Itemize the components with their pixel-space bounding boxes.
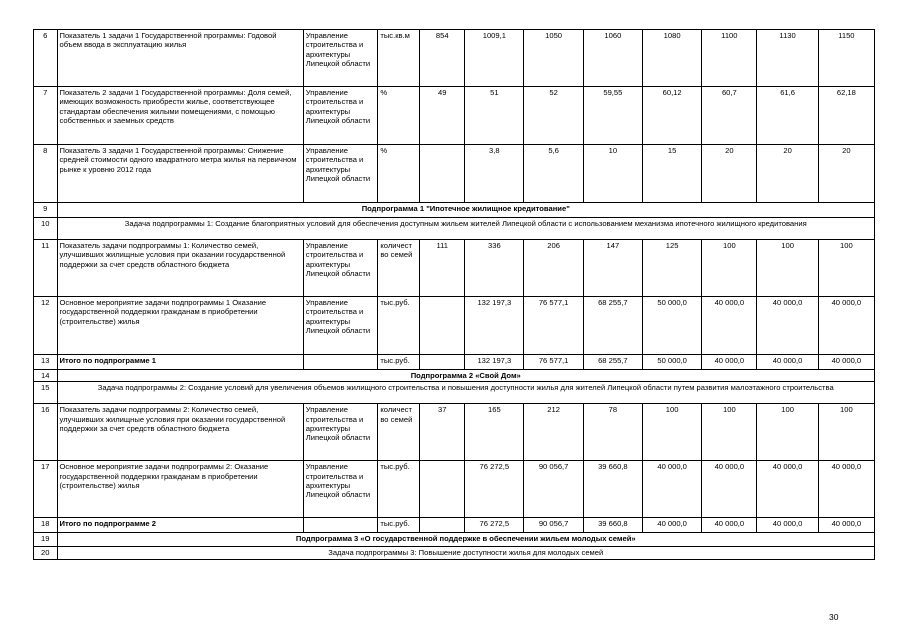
value-cell: 1060 bbox=[583, 30, 642, 87]
table-row bbox=[34, 355, 875, 370]
value-cell: 40 000,0 bbox=[702, 518, 757, 533]
indicator-name-cell: Итого по подпрограмме 2 bbox=[57, 518, 303, 533]
indicator-name-cell: Показатель задачи подпрограммы 1: Количество семей, улучшивших жилищные условия при оказании государственной поддержки за счет средств областного бюджета bbox=[57, 240, 303, 297]
row-number-cell: 11 bbox=[34, 240, 58, 297]
indicator-name-cell: Основное мероприятие задачи подпрограммы 2: Оказание государственной поддержки гражданам в приобретении (строительстве) жилья bbox=[57, 461, 303, 518]
value-cell: 76 272,5 bbox=[465, 461, 524, 518]
unit-cell: % bbox=[378, 145, 420, 203]
value-cell: 40 000,0 bbox=[643, 461, 702, 518]
value-cell: 76 577,1 bbox=[524, 297, 583, 355]
task-description-cell: Задача подпрограммы 2: Создание условий для увеличения объемов жилищного строительства и повышения доступности жилья для жителей Липецкой области путем развития малоэтажного строительства bbox=[57, 382, 875, 404]
subprogram-heading-cell: Подпрограмма 1 "Ипотечное жилищное кредитование" bbox=[57, 203, 875, 218]
row-number-cell: 14 bbox=[34, 370, 58, 382]
value-cell: 50 000,0 bbox=[643, 355, 702, 370]
value-cell: 39 660,8 bbox=[583, 518, 642, 533]
value-cell: 40 000,0 bbox=[643, 518, 702, 533]
subprogram-heading-cell: Подпрограмма 3 «О государственной поддержке в обеспечении жильем молодых семей» bbox=[57, 533, 875, 547]
table-row bbox=[34, 533, 875, 547]
value-cell: 68 255,7 bbox=[583, 355, 642, 370]
value-cell: 59,55 bbox=[583, 87, 642, 145]
value-cell: 40 000,0 bbox=[702, 297, 757, 355]
row-number-cell: 16 bbox=[34, 404, 58, 461]
value-cell: 165 bbox=[465, 404, 524, 461]
value-cell: 50 000,0 bbox=[643, 297, 702, 355]
responsible-cell: Управление строительства и архитектуры Липецкой области bbox=[303, 461, 378, 518]
row-number-cell: 9 bbox=[34, 203, 58, 218]
value-cell: 20 bbox=[818, 145, 874, 203]
value-cell: 100 bbox=[702, 404, 757, 461]
value-cell: 40 000,0 bbox=[757, 461, 818, 518]
value-cell: 20 bbox=[702, 145, 757, 203]
value-cell: 40 000,0 bbox=[818, 518, 874, 533]
value-cell: 40 000,0 bbox=[757, 518, 818, 533]
row-number-cell: 13 bbox=[34, 355, 58, 370]
indicator-name-cell: Показатель 3 задачи 1 Государственной программы: Снижение средней стоимости одного квадратного метра жилья на первичном рынке к уровню 2012 года bbox=[57, 145, 303, 203]
value-cell: 60,12 bbox=[643, 87, 702, 145]
unit-cell: тыс.кв.м bbox=[378, 30, 420, 87]
value-cell: 125 bbox=[643, 240, 702, 297]
value-cell: 100 bbox=[643, 404, 702, 461]
value-cell: 100 bbox=[757, 404, 818, 461]
responsible-cell: Управление строительства и архитектуры Липецкой области bbox=[303, 145, 378, 203]
table-row bbox=[34, 297, 875, 355]
table-row bbox=[34, 547, 875, 560]
value-cell bbox=[420, 461, 465, 518]
row-number-cell: 10 bbox=[34, 218, 58, 240]
value-cell bbox=[420, 518, 465, 533]
table-row bbox=[34, 370, 875, 382]
value-cell: 1050 bbox=[524, 30, 583, 87]
value-cell: 51 bbox=[465, 87, 524, 145]
value-cell: 111 bbox=[420, 240, 465, 297]
value-cell: 1080 bbox=[643, 30, 702, 87]
value-cell: 52 bbox=[524, 87, 583, 145]
value-cell: 100 bbox=[702, 240, 757, 297]
responsible-cell: Управление строительства и архитектуры Липецкой области bbox=[303, 404, 378, 461]
value-cell: 212 bbox=[524, 404, 583, 461]
value-cell: 90 056,7 bbox=[524, 518, 583, 533]
value-cell bbox=[420, 297, 465, 355]
value-cell: 15 bbox=[643, 145, 702, 203]
responsible-cell: Управление строительства и архитектуры Липецкой области bbox=[303, 240, 378, 297]
value-cell: 40 000,0 bbox=[818, 297, 874, 355]
value-cell: 1009,1 bbox=[465, 30, 524, 87]
indicator-name-cell: Итого по подпрограмме 1 bbox=[57, 355, 303, 370]
value-cell: 100 bbox=[818, 404, 874, 461]
value-cell: 10 bbox=[583, 145, 642, 203]
row-number-cell: 12 bbox=[34, 297, 58, 355]
unit-cell: % bbox=[378, 87, 420, 145]
indicator-name-cell: Показатель задачи подпрограммы 2: Количество семей, улучшивших жилищные условия при оказании государственной поддержки за счет средств областного бюджета bbox=[57, 404, 303, 461]
value-cell: 60,7 bbox=[702, 87, 757, 145]
row-number-cell: 18 bbox=[34, 518, 58, 533]
table-row bbox=[34, 87, 875, 145]
value-cell: 132 197,3 bbox=[465, 355, 524, 370]
value-cell: 1100 bbox=[702, 30, 757, 87]
page-number: 30 bbox=[829, 612, 839, 622]
task-description-cell: Задача подпрограммы 3: Повышение доступности жилья для молодых семей bbox=[57, 547, 875, 560]
value-cell: 40 000,0 bbox=[702, 355, 757, 370]
value-cell: 206 bbox=[524, 240, 583, 297]
row-number-cell: 6 bbox=[34, 30, 58, 87]
value-cell: 100 bbox=[757, 240, 818, 297]
row-number-cell: 17 bbox=[34, 461, 58, 518]
responsible-cell: Управление строительства и архитектуры Липецкой области bbox=[303, 30, 378, 87]
value-cell: 40 000,0 bbox=[818, 461, 874, 518]
unit-cell: тыс.руб. bbox=[378, 355, 420, 370]
table-row bbox=[34, 30, 875, 87]
task-description-cell: Задача подпрограммы 1: Создание благоприятных условий для обеспечения доступным жильем жителей Липецкой области с использованием механизма ипотечного жилищного кредитования bbox=[57, 218, 875, 240]
indicator-table bbox=[33, 29, 875, 560]
row-number-cell: 7 bbox=[34, 87, 58, 145]
table-row bbox=[34, 240, 875, 297]
value-cell: 37 bbox=[420, 404, 465, 461]
value-cell bbox=[420, 145, 465, 203]
value-cell: 40 000,0 bbox=[757, 355, 818, 370]
indicator-name-cell: Показатель 1 задачи 1 Государственной программы: Годовой объем ввода в эксплуатацию жилья bbox=[57, 30, 303, 87]
value-cell: 68 255,7 bbox=[583, 297, 642, 355]
unit-cell: тыс.руб. bbox=[378, 461, 420, 518]
value-cell: 40 000,0 bbox=[702, 461, 757, 518]
row-number-cell: 15 bbox=[34, 382, 58, 404]
value-cell: 49 bbox=[420, 87, 465, 145]
responsible-cell bbox=[303, 518, 378, 533]
value-cell: 1150 bbox=[818, 30, 874, 87]
value-cell: 5,6 bbox=[524, 145, 583, 203]
value-cell: 39 660,8 bbox=[583, 461, 642, 518]
indicator-name-cell: Основное мероприятие задачи подпрограммы 1 Оказание государственной поддержки гражданам в приобретении (строительстве) жилья bbox=[57, 297, 303, 355]
value-cell: 132 197,3 bbox=[465, 297, 524, 355]
value-cell bbox=[420, 355, 465, 370]
responsible-cell: Управление строительства и архитектуры Липецкой области bbox=[303, 297, 378, 355]
value-cell: 1130 bbox=[757, 30, 818, 87]
value-cell: 100 bbox=[818, 240, 874, 297]
value-cell: 336 bbox=[465, 240, 524, 297]
value-cell: 20 bbox=[757, 145, 818, 203]
value-cell: 61,6 bbox=[757, 87, 818, 145]
responsible-cell bbox=[303, 355, 378, 370]
table-row bbox=[34, 218, 875, 240]
row-number-cell: 8 bbox=[34, 145, 58, 203]
value-cell: 78 bbox=[583, 404, 642, 461]
value-cell: 62,18 bbox=[818, 87, 874, 145]
unit-cell: тыс.руб. bbox=[378, 297, 420, 355]
table-row bbox=[34, 404, 875, 461]
value-cell: 40 000,0 bbox=[818, 355, 874, 370]
value-cell: 76 577,1 bbox=[524, 355, 583, 370]
row-number-cell: 19 bbox=[34, 533, 58, 547]
unit-cell: тыс.руб. bbox=[378, 518, 420, 533]
responsible-cell: Управление строительства и архитектуры Липецкой области bbox=[303, 87, 378, 145]
value-cell: 76 272,5 bbox=[465, 518, 524, 533]
table-row bbox=[34, 461, 875, 518]
value-cell: 147 bbox=[583, 240, 642, 297]
value-cell: 40 000,0 bbox=[757, 297, 818, 355]
value-cell: 854 bbox=[420, 30, 465, 87]
subprogram-heading-cell: Подпрограмма 2 «Свой Дом» bbox=[57, 370, 875, 382]
table-row bbox=[34, 145, 875, 203]
table-row bbox=[34, 203, 875, 218]
value-cell: 3,8 bbox=[465, 145, 524, 203]
table-row bbox=[34, 518, 875, 533]
indicator-name-cell: Показатель 2 задачи 1 Государственной программы: Доля семей, имеющих возможность приобрести жилье, соответствующее стандартам обеспечения жилыми помещениями, с помощью собственных и заемных средств bbox=[57, 87, 303, 145]
unit-cell: количест во семей bbox=[378, 404, 420, 461]
unit-cell: количест во семей bbox=[378, 240, 420, 297]
value-cell: 90 056,7 bbox=[524, 461, 583, 518]
table-row bbox=[34, 382, 875, 404]
row-number-cell: 20 bbox=[34, 547, 58, 560]
